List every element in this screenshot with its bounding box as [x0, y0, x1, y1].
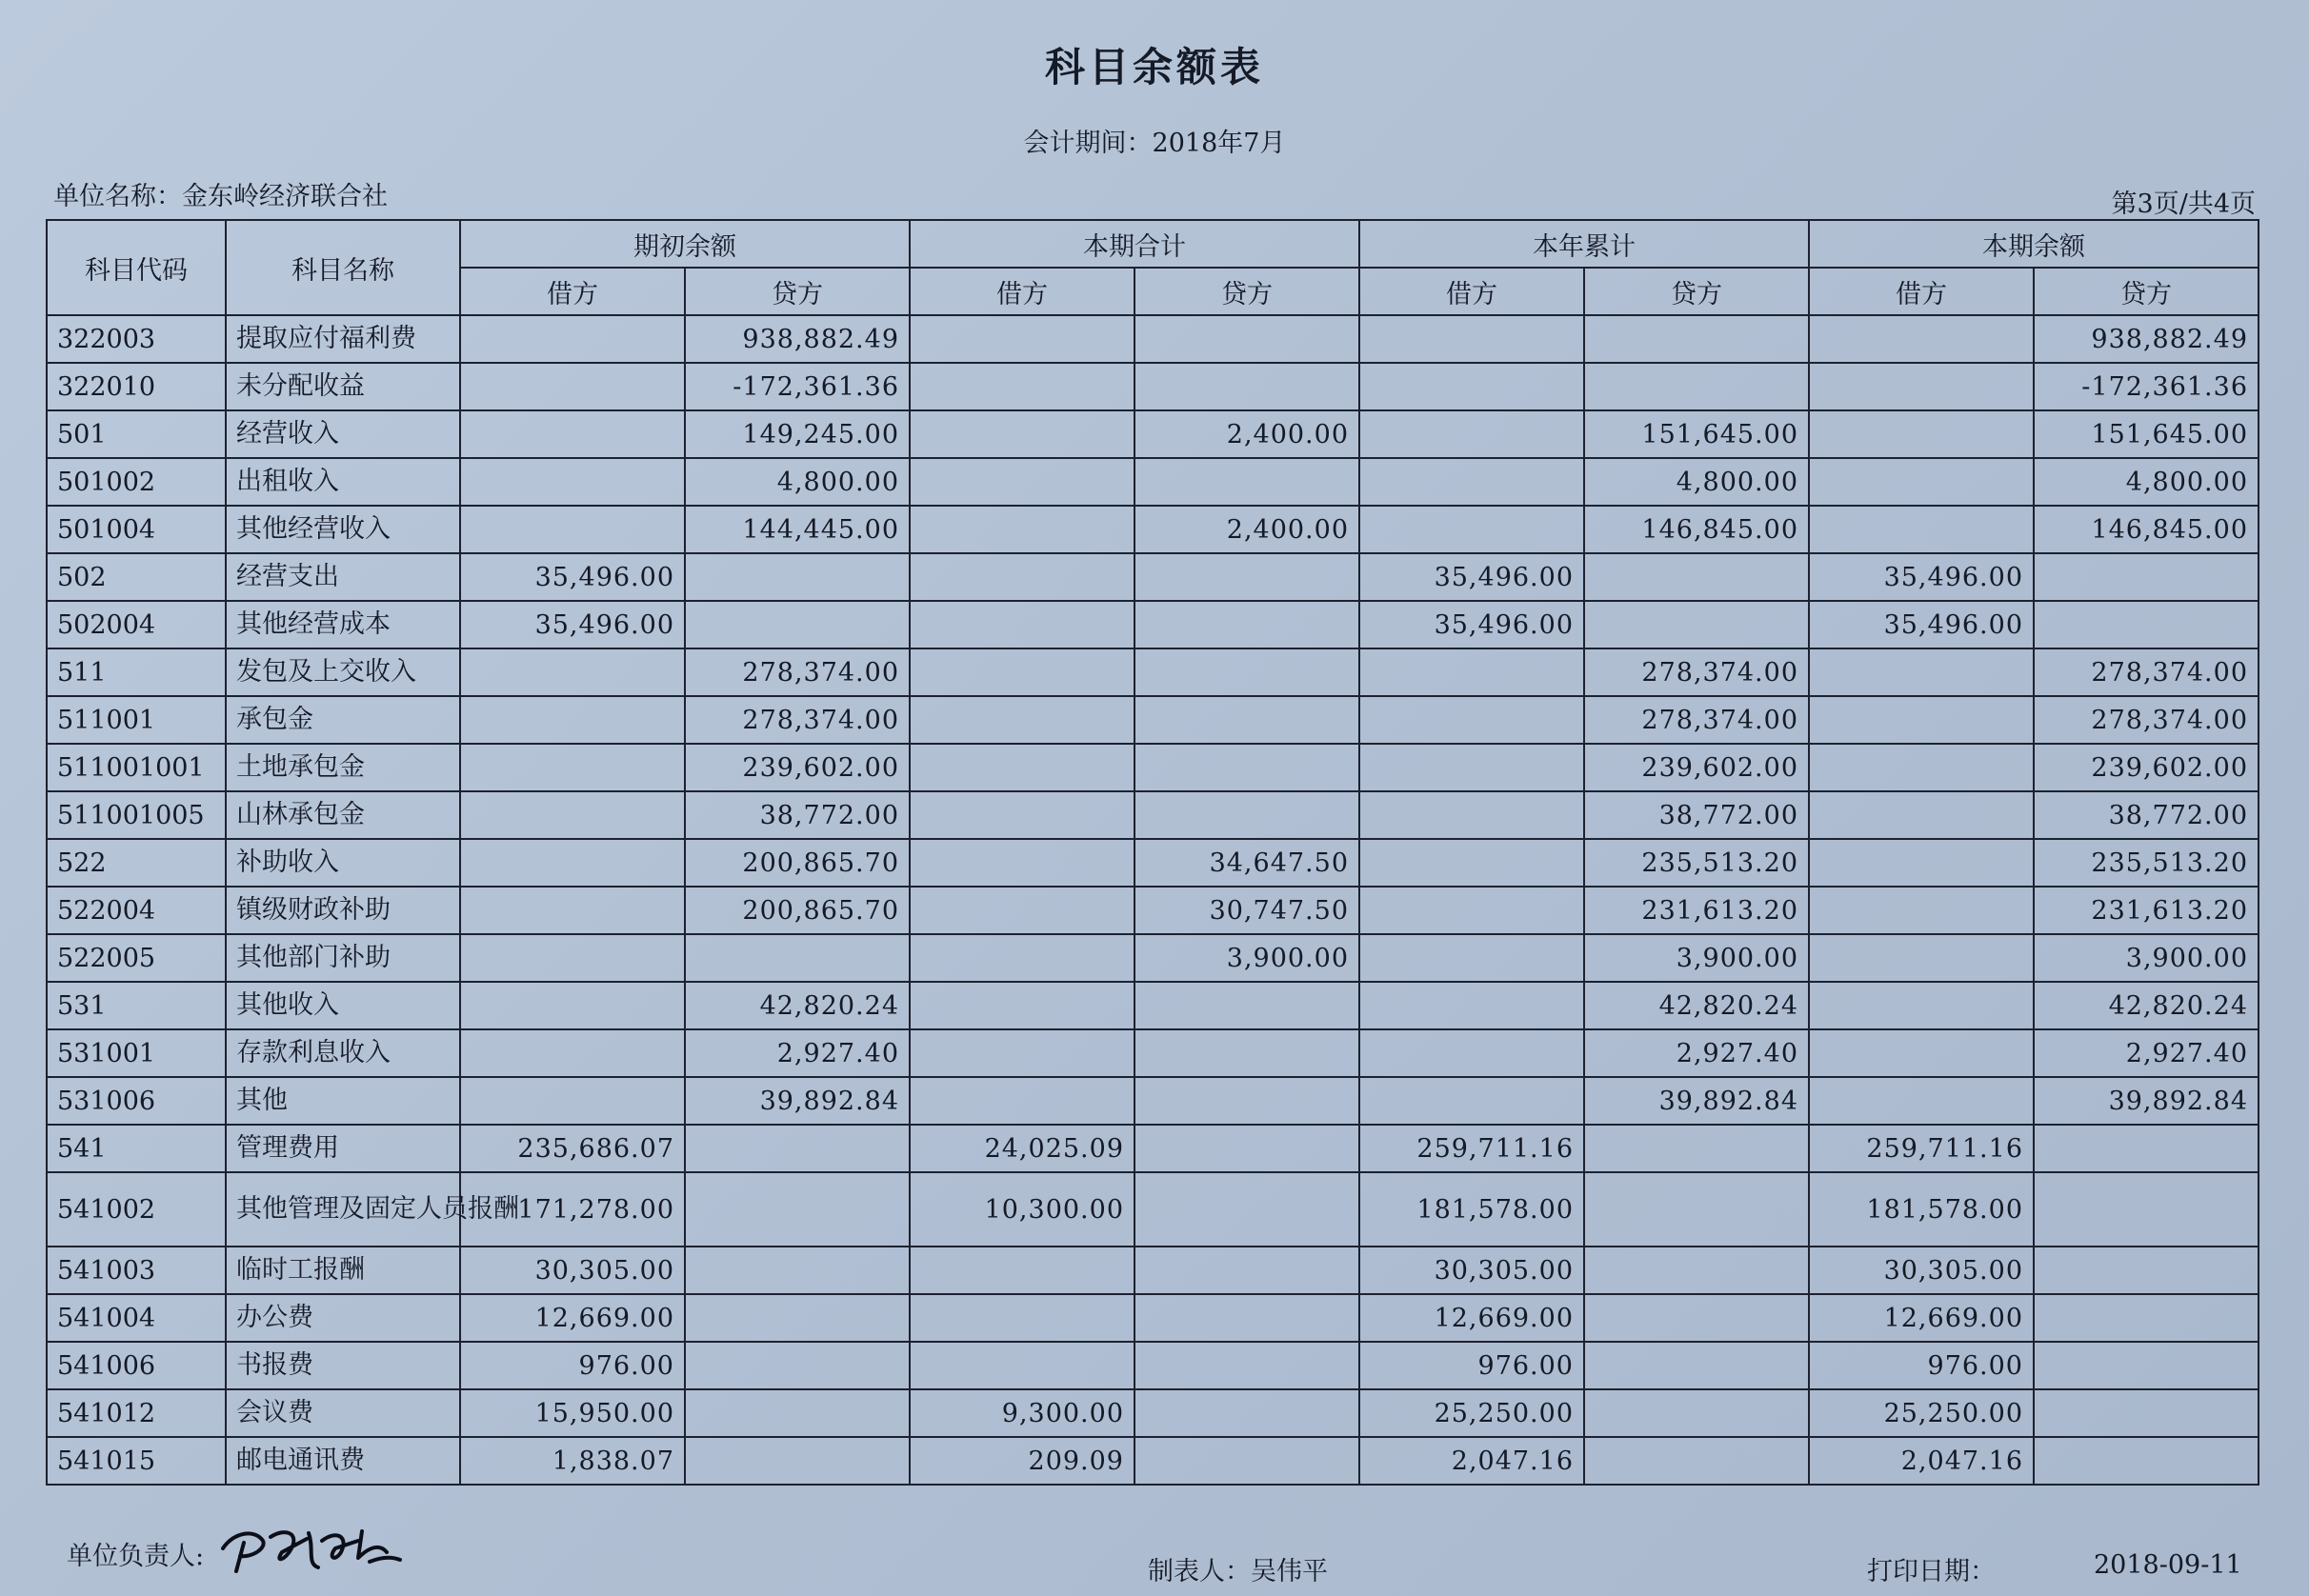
- unit-name: 单位名称：金东岭经济联合社: [53, 182, 388, 211]
- opening-debit-cell: [460, 982, 685, 1029]
- year-credit-cell: [1584, 601, 1809, 648]
- table-row: [47, 363, 2259, 410]
- closing-debit-cell: 35,496.00: [1809, 553, 2034, 601]
- account-code: 501: [47, 410, 226, 458]
- account-code: 511001: [47, 696, 226, 744]
- closing-credit-cell: 938,882.49: [2034, 315, 2259, 363]
- table-row: [47, 982, 2259, 1029]
- period-debit-cell: [910, 363, 1134, 410]
- header-code: 科目代码: [47, 220, 226, 315]
- closing-credit-cell: 278,374.00: [2034, 648, 2259, 696]
- year-credit-cell: 3,900.00: [1584, 934, 1809, 982]
- opening-credit-cell: [685, 1172, 910, 1247]
- closing-debit-cell: [1809, 363, 2034, 410]
- table-row: [47, 839, 2259, 887]
- year-debit-cell: 35,496.00: [1359, 553, 1584, 601]
- period-debit-cell: [910, 458, 1134, 506]
- table-row: [47, 1125, 2259, 1172]
- header-credit: 贷方: [1134, 268, 1359, 315]
- opening-debit-cell: [460, 1029, 685, 1077]
- opening-debit-cell: [460, 458, 685, 506]
- account-code: 322003: [47, 315, 226, 363]
- balance-table: [46, 219, 2259, 1486]
- opening-debit-cell: [460, 887, 685, 934]
- table-row: [47, 1294, 2259, 1342]
- account-code: 522004: [47, 887, 226, 934]
- closing-debit-cell: [1809, 982, 2034, 1029]
- header-credit: 贷方: [1584, 268, 1809, 315]
- closing-debit-cell: [1809, 934, 2034, 982]
- opening-credit-cell: 278,374.00: [685, 648, 910, 696]
- closing-credit-cell: -172,361.36: [2034, 363, 2259, 410]
- period-debit-cell: [910, 601, 1134, 648]
- year-debit-cell: [1359, 696, 1584, 744]
- closing-credit-cell: 235,513.20: [2034, 839, 2259, 887]
- closing-credit-cell: 151,645.00: [2034, 410, 2259, 458]
- year-debit-cell: 2,047.16: [1359, 1437, 1584, 1485]
- period-debit-cell: 209.09: [910, 1437, 1134, 1485]
- account-name: 发包及上交收入: [226, 648, 460, 696]
- account-code: 541002: [47, 1172, 226, 1247]
- account-name: 存款利息收入: [226, 1029, 460, 1077]
- opening-credit-cell: [685, 1247, 910, 1294]
- account-code: 531001: [47, 1029, 226, 1077]
- year-debit-cell: [1359, 934, 1584, 982]
- period-debit-cell: [910, 887, 1134, 934]
- opening-credit-cell: 938,882.49: [685, 315, 910, 363]
- opening-debit-cell: 976.00: [460, 1342, 685, 1389]
- period-credit-cell: [1134, 1247, 1359, 1294]
- opening-debit-cell: 35,496.00: [460, 553, 685, 601]
- opening-debit-cell: [460, 839, 685, 887]
- year-debit-cell: [1359, 458, 1584, 506]
- closing-debit-cell: 181,578.00: [1809, 1172, 2034, 1247]
- year-credit-cell: 278,374.00: [1584, 696, 1809, 744]
- header-credit: 贷方: [2034, 268, 2259, 315]
- account-code: 522005: [47, 934, 226, 982]
- year-credit-cell: [1584, 1342, 1809, 1389]
- account-name: 山林承包金: [226, 791, 460, 839]
- year-debit-cell: [1359, 506, 1584, 553]
- closing-debit-cell: [1809, 315, 2034, 363]
- period-debit-cell: [910, 1077, 1134, 1125]
- period-credit-cell: [1134, 1077, 1359, 1125]
- closing-debit-cell: [1809, 410, 2034, 458]
- account-name: 经营支出: [226, 553, 460, 601]
- table-row: [47, 1247, 2259, 1294]
- year-debit-cell: 12,669.00: [1359, 1294, 1584, 1342]
- table-row: [47, 410, 2259, 458]
- page-title: 科目余额表: [1044, 44, 1264, 90]
- closing-debit-cell: 976.00: [1809, 1342, 2034, 1389]
- year-credit-cell: [1584, 315, 1809, 363]
- closing-credit-cell: [2034, 601, 2259, 648]
- opening-credit-cell: -172,361.36: [685, 363, 910, 410]
- account-code: 541: [47, 1125, 226, 1172]
- year-credit-cell: 151,645.00: [1584, 410, 1809, 458]
- period-debit-cell: [910, 1342, 1134, 1389]
- period-credit-cell: [1134, 648, 1359, 696]
- period-debit-cell: 24,025.09: [910, 1125, 1134, 1172]
- period-credit-cell: [1134, 1342, 1359, 1389]
- opening-debit-cell: [460, 696, 685, 744]
- year-debit-cell: [1359, 791, 1584, 839]
- header-year-cumulative: 本年累计: [1359, 220, 1809, 268]
- closing-debit-cell: [1809, 1077, 2034, 1125]
- account-code: 511001005: [47, 791, 226, 839]
- account-name: 其他经营成本: [226, 601, 460, 648]
- closing-debit-cell: 2,047.16: [1809, 1437, 2034, 1485]
- period-credit-cell: [1134, 1029, 1359, 1077]
- opening-debit-cell: [460, 1077, 685, 1125]
- table-row: [47, 744, 2259, 791]
- closing-credit-cell: 38,772.00: [2034, 791, 2259, 839]
- closing-debit-cell: [1809, 1029, 2034, 1077]
- year-debit-cell: [1359, 982, 1584, 1029]
- year-credit-cell: 146,845.00: [1584, 506, 1809, 553]
- year-debit-cell: [1359, 839, 1584, 887]
- opening-credit-cell: 278,374.00: [685, 696, 910, 744]
- table-row: [47, 696, 2259, 744]
- period-debit-cell: [910, 553, 1134, 601]
- preparer: 制表人：吴伟平: [1148, 1557, 1328, 1586]
- period-credit-cell: [1134, 1172, 1359, 1247]
- closing-debit-cell: [1809, 791, 2034, 839]
- header-debit: 借方: [910, 268, 1134, 315]
- account-name: 管理费用: [226, 1125, 460, 1172]
- opening-debit-cell: 1,838.07: [460, 1437, 685, 1485]
- account-name: 其他管理及固定人员报酬: [226, 1172, 460, 1247]
- closing-debit-cell: 12,669.00: [1809, 1294, 2034, 1342]
- period-debit-cell: 10,300.00: [910, 1172, 1134, 1247]
- print-date: 2018-09-11: [2094, 1550, 2242, 1580]
- account-code: 541003: [47, 1247, 226, 1294]
- closing-debit-cell: 259,711.16: [1809, 1125, 2034, 1172]
- header-debit: 借方: [1359, 268, 1584, 315]
- closing-credit-cell: [2034, 1247, 2259, 1294]
- opening-credit-cell: 39,892.84: [685, 1077, 910, 1125]
- year-credit-cell: [1584, 1172, 1809, 1247]
- account-name: 其他收入: [226, 982, 460, 1029]
- account-code: 541012: [47, 1389, 226, 1437]
- account-code: 511: [47, 648, 226, 696]
- period-credit-cell: 30,747.50: [1134, 887, 1359, 934]
- period-debit-cell: 9,300.00: [910, 1389, 1134, 1437]
- period-credit-cell: 2,400.00: [1134, 506, 1359, 553]
- opening-credit-cell: [685, 553, 910, 601]
- year-credit-cell: [1584, 1247, 1809, 1294]
- handwritten-signature: [215, 1520, 406, 1577]
- period-credit-cell: [1134, 458, 1359, 506]
- opening-credit-cell: 4,800.00: [685, 458, 910, 506]
- period-credit-cell: [1134, 1294, 1359, 1342]
- opening-credit-cell: 200,865.70: [685, 839, 910, 887]
- year-credit-cell: [1584, 1437, 1809, 1485]
- closing-credit-cell: 231,613.20: [2034, 887, 2259, 934]
- closing-credit-cell: [2034, 1389, 2259, 1437]
- account-name: 临时工报酬: [226, 1247, 460, 1294]
- closing-credit-cell: [2034, 1294, 2259, 1342]
- opening-credit-cell: [685, 1342, 910, 1389]
- opening-credit-cell: [685, 1125, 910, 1172]
- table-row: [47, 934, 2259, 982]
- year-debit-cell: [1359, 887, 1584, 934]
- period-credit-cell: [1134, 696, 1359, 744]
- year-debit-cell: 259,711.16: [1359, 1125, 1584, 1172]
- account-name: 承包金: [226, 696, 460, 744]
- period-credit-cell: [1134, 744, 1359, 791]
- account-code: 531006: [47, 1077, 226, 1125]
- opening-debit-cell: [460, 410, 685, 458]
- account-code: 541015: [47, 1437, 226, 1485]
- year-debit-cell: 976.00: [1359, 1342, 1584, 1389]
- opening-debit-cell: [460, 934, 685, 982]
- opening-debit-cell: 12,669.00: [460, 1294, 685, 1342]
- year-debit-cell: [1359, 1029, 1584, 1077]
- account-code: 502: [47, 553, 226, 601]
- year-credit-cell: 231,613.20: [1584, 887, 1809, 934]
- closing-debit-cell: [1809, 887, 2034, 934]
- table-row: [47, 887, 2259, 934]
- opening-credit-cell: 144,445.00: [685, 506, 910, 553]
- year-credit-cell: [1584, 1294, 1809, 1342]
- responsible-label: 单位负责人:: [67, 1542, 205, 1571]
- period-credit-cell: 34,647.50: [1134, 839, 1359, 887]
- year-credit-cell: 2,927.40: [1584, 1029, 1809, 1077]
- year-debit-cell: 35,496.00: [1359, 601, 1584, 648]
- opening-credit-cell: 42,820.24: [685, 982, 910, 1029]
- account-code: 502004: [47, 601, 226, 648]
- table-row: [47, 791, 2259, 839]
- year-debit-cell: [1359, 363, 1584, 410]
- table-row: [47, 1172, 2259, 1247]
- account-name: 其他经营收入: [226, 506, 460, 553]
- closing-credit-cell: 4,800.00: [2034, 458, 2259, 506]
- opening-credit-cell: 200,865.70: [685, 887, 910, 934]
- opening-credit-cell: [685, 1294, 910, 1342]
- period-credit-cell: [1134, 1437, 1359, 1485]
- period-debit-cell: [910, 506, 1134, 553]
- period-debit-cell: [910, 744, 1134, 791]
- period-debit-cell: [910, 791, 1134, 839]
- period-debit-cell: [910, 315, 1134, 363]
- closing-debit-cell: [1809, 696, 2034, 744]
- closing-debit-cell: [1809, 506, 2034, 553]
- year-credit-cell: 39,892.84: [1584, 1077, 1809, 1125]
- opening-debit-cell: 15,950.00: [460, 1389, 685, 1437]
- year-debit-cell: 30,305.00: [1359, 1247, 1584, 1294]
- period-credit-cell: [1134, 982, 1359, 1029]
- table-row: [47, 648, 2259, 696]
- account-code: 511001001: [47, 744, 226, 791]
- opening-debit-cell: 30,305.00: [460, 1247, 685, 1294]
- opening-debit-cell: [460, 363, 685, 410]
- opening-credit-cell: [685, 1389, 910, 1437]
- opening-debit-cell: [460, 744, 685, 791]
- period-credit-cell: 2,400.00: [1134, 410, 1359, 458]
- header-debit: 借方: [460, 268, 685, 315]
- header-closing-balance: 本期余额: [1809, 220, 2259, 268]
- header-period-total: 本期合计: [910, 220, 1359, 268]
- table-row: [47, 1029, 2259, 1077]
- page-number: 第3页/共4页: [2111, 190, 2256, 219]
- year-credit-cell: 42,820.24: [1584, 982, 1809, 1029]
- account-name: 经营收入: [226, 410, 460, 458]
- closing-credit-cell: 278,374.00: [2034, 696, 2259, 744]
- period-debit-cell: [910, 1247, 1134, 1294]
- header-name: 科目名称: [226, 220, 460, 315]
- table-row: [47, 553, 2259, 601]
- closing-debit-cell: [1809, 648, 2034, 696]
- opening-credit-cell: [685, 1437, 910, 1485]
- closing-debit-cell: [1809, 839, 2034, 887]
- opening-credit-cell: 38,772.00: [685, 791, 910, 839]
- period-debit-cell: [910, 934, 1134, 982]
- closing-credit-cell: [2034, 1172, 2259, 1247]
- year-debit-cell: [1359, 410, 1584, 458]
- closing-debit-cell: 30,305.00: [1809, 1247, 2034, 1294]
- account-code: 522: [47, 839, 226, 887]
- opening-debit-cell: 35,496.00: [460, 601, 685, 648]
- year-credit-cell: 4,800.00: [1584, 458, 1809, 506]
- year-debit-cell: [1359, 648, 1584, 696]
- closing-credit-cell: [2034, 1125, 2259, 1172]
- closing-credit-cell: 39,892.84: [2034, 1077, 2259, 1125]
- account-name: 未分配收益: [226, 363, 460, 410]
- opening-debit-cell: [460, 791, 685, 839]
- closing-credit-cell: 3,900.00: [2034, 934, 2259, 982]
- table-row: [47, 601, 2259, 648]
- account-name: 其他: [226, 1077, 460, 1125]
- accounting-period: 会计期间：2018年7月: [1023, 129, 1286, 158]
- account-name: 办公费: [226, 1294, 460, 1342]
- year-credit-cell: [1584, 1125, 1809, 1172]
- account-code: 541004: [47, 1294, 226, 1342]
- period-debit-cell: [910, 648, 1134, 696]
- table-row: [47, 1077, 2259, 1125]
- table-row: [47, 1389, 2259, 1437]
- period-debit-cell: [910, 982, 1134, 1029]
- closing-debit-cell: 25,250.00: [1809, 1389, 2034, 1437]
- account-name: 镇级财政补助: [226, 887, 460, 934]
- period-credit-cell: [1134, 791, 1359, 839]
- period-debit-cell: [910, 410, 1134, 458]
- opening-credit-cell: 149,245.00: [685, 410, 910, 458]
- opening-debit-cell: 235,686.07: [460, 1125, 685, 1172]
- period-debit-cell: [910, 839, 1134, 887]
- closing-credit-cell: [2034, 1342, 2259, 1389]
- table-row: [47, 1437, 2259, 1485]
- year-debit-cell: 181,578.00: [1359, 1172, 1584, 1247]
- opening-debit-cell: [460, 648, 685, 696]
- print-date-label: 打印日期：: [1867, 1557, 1996, 1586]
- account-code: 541006: [47, 1342, 226, 1389]
- table-row: [47, 506, 2259, 553]
- table-row: [47, 458, 2259, 506]
- year-credit-cell: [1584, 553, 1809, 601]
- account-name: 土地承包金: [226, 744, 460, 791]
- year-credit-cell: 278,374.00: [1584, 648, 1809, 696]
- account-name: 书报费: [226, 1342, 460, 1389]
- closing-credit-cell: 239,602.00: [2034, 744, 2259, 791]
- closing-credit-cell: [2034, 553, 2259, 601]
- table-header: [47, 220, 2259, 315]
- closing-credit-cell: 146,845.00: [2034, 506, 2259, 553]
- opening-credit-cell: [685, 601, 910, 648]
- closing-debit-cell: 35,496.00: [1809, 601, 2034, 648]
- account-name: 提取应付福利费: [226, 315, 460, 363]
- account-code: 501002: [47, 458, 226, 506]
- table-body: [47, 315, 2259, 1485]
- year-credit-cell: [1584, 363, 1809, 410]
- period-credit-cell: [1134, 553, 1359, 601]
- opening-debit-cell: [460, 506, 685, 553]
- closing-credit-cell: 2,927.40: [2034, 1029, 2259, 1077]
- account-code: 322010: [47, 363, 226, 410]
- account-name: 邮电通讯费: [226, 1437, 460, 1485]
- account-name: 其他部门补助: [226, 934, 460, 982]
- period-debit-cell: [910, 1029, 1134, 1077]
- period-credit-cell: [1134, 1389, 1359, 1437]
- period-credit-cell: [1134, 315, 1359, 363]
- account-code: 501004: [47, 506, 226, 553]
- closing-debit-cell: [1809, 744, 2034, 791]
- year-credit-cell: [1584, 1389, 1809, 1437]
- opening-credit-cell: [685, 934, 910, 982]
- header-credit: 贷方: [685, 268, 910, 315]
- year-credit-cell: 239,602.00: [1584, 744, 1809, 791]
- closing-debit-cell: [1809, 458, 2034, 506]
- account-name: 补助收入: [226, 839, 460, 887]
- year-debit-cell: [1359, 744, 1584, 791]
- opening-debit-cell: 171,278.00: [460, 1172, 685, 1247]
- period-credit-cell: [1134, 363, 1359, 410]
- account-code: 531: [47, 982, 226, 1029]
- account-name: 会议费: [226, 1389, 460, 1437]
- period-credit-cell: [1134, 1125, 1359, 1172]
- period-credit-cell: [1134, 601, 1359, 648]
- period-credit-cell: 3,900.00: [1134, 934, 1359, 982]
- period-debit-cell: [910, 1294, 1134, 1342]
- year-debit-cell: [1359, 1077, 1584, 1125]
- opening-debit-cell: [460, 315, 685, 363]
- table-row: [47, 315, 2259, 363]
- header-opening-balance: 期初余额: [460, 220, 910, 268]
- header-debit: 借方: [1809, 268, 2034, 315]
- year-debit-cell: 25,250.00: [1359, 1389, 1584, 1437]
- period-debit-cell: [910, 696, 1134, 744]
- year-debit-cell: [1359, 315, 1584, 363]
- year-credit-cell: 235,513.20: [1584, 839, 1809, 887]
- opening-credit-cell: 2,927.40: [685, 1029, 910, 1077]
- account-name: 出租收入: [226, 458, 460, 506]
- closing-credit-cell: 42,820.24: [2034, 982, 2259, 1029]
- year-credit-cell: 38,772.00: [1584, 791, 1809, 839]
- table-row: [47, 1342, 2259, 1389]
- closing-credit-cell: [2034, 1437, 2259, 1485]
- opening-credit-cell: 239,602.00: [685, 744, 910, 791]
